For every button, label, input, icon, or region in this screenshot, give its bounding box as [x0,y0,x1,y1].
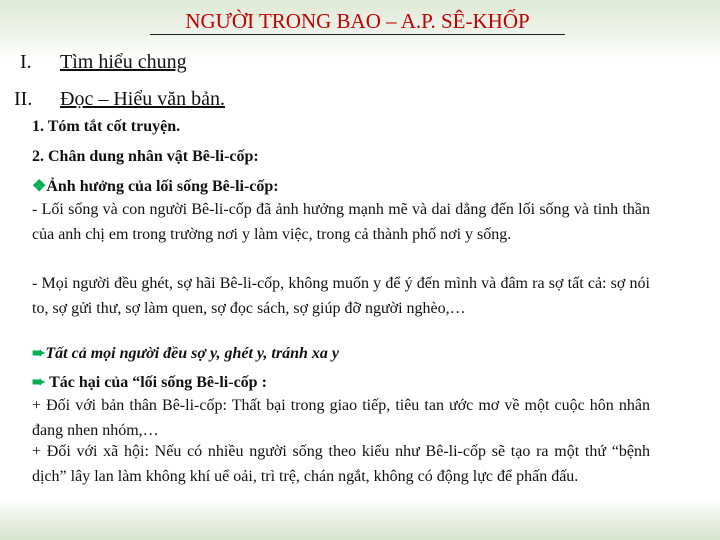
footer-background [0,500,720,540]
harm-heading [32,372,658,394]
influence-conclusion-text: Tất cả mọi người đều sợ y, ghét y, tránh xa y [45,345,339,362]
influence-conclusion [32,343,658,365]
slide-title: NGƯỜI TRONG BAO – A.P. SÊ-KHỐP [150,8,565,35]
influence-heading-text: Ảnh hưởng của lối sống Bê-li-cốp: [46,178,279,195]
arrow-right-icon: ➨ [32,345,46,362]
heading-1 [14,50,187,74]
harm-heading-text: Tác hại của “lối sống Bê-li-cốp : [45,374,267,391]
subheading-portrait: 2. Chân dung nhân vật Bê-li-cốp: [32,148,259,165]
heading-2-number: II. [14,88,33,110]
subheading-summary: 1. Tóm tắt cốt truyện. [32,118,181,135]
diamond-bullet-icon: ❖ [32,178,47,195]
arrow-right-icon: ➨ [32,374,46,391]
influence-heading [32,176,658,198]
heading-1-text: Tìm hiểu chung [60,51,187,73]
harm-paragraph-1: + Đối với bản thân Bê-li-cốp: Thất bại trong giao tiếp, tiêu tan ước mơ về một cuộc hôn nhân đang nhen nhóm,… [32,397,650,439]
harm-paragraph-2: + Đối với xã hội: Nếu có nhiều người sống theo kiểu như Bê-li-cốp sẽ tạo ra một thứ “bệnh dịch” lây lan làm không khí uể oải, trì trệ, chán ngắt, không có động lực để phấn đấu. [32,443,650,485]
heading-1-number: I. [20,51,32,73]
heading-2 [14,87,225,111]
influence-paragraph-1: - Lối sống và con người Bê-li-cốp đã ảnh hưởng mạnh mẽ và dai dẳng đến lối sống và tinh thần của anh chị em trong trường nơi y làm việc, trong cả thành phố nơi y sống. [32,201,650,243]
influence-paragraph-2: - Mọi người đều ghét, sợ hãi Bê-li-cốp, không muốn y để ý đến mình và đâm ra sợ tất cả: sợ nói to, sợ gửi thư, sợ làm quen, sợ đọc sách, sợ giúp đỡ người nghèo,… [32,275,650,317]
heading-2-text: Đọc – Hiểu văn bản. [60,88,225,110]
